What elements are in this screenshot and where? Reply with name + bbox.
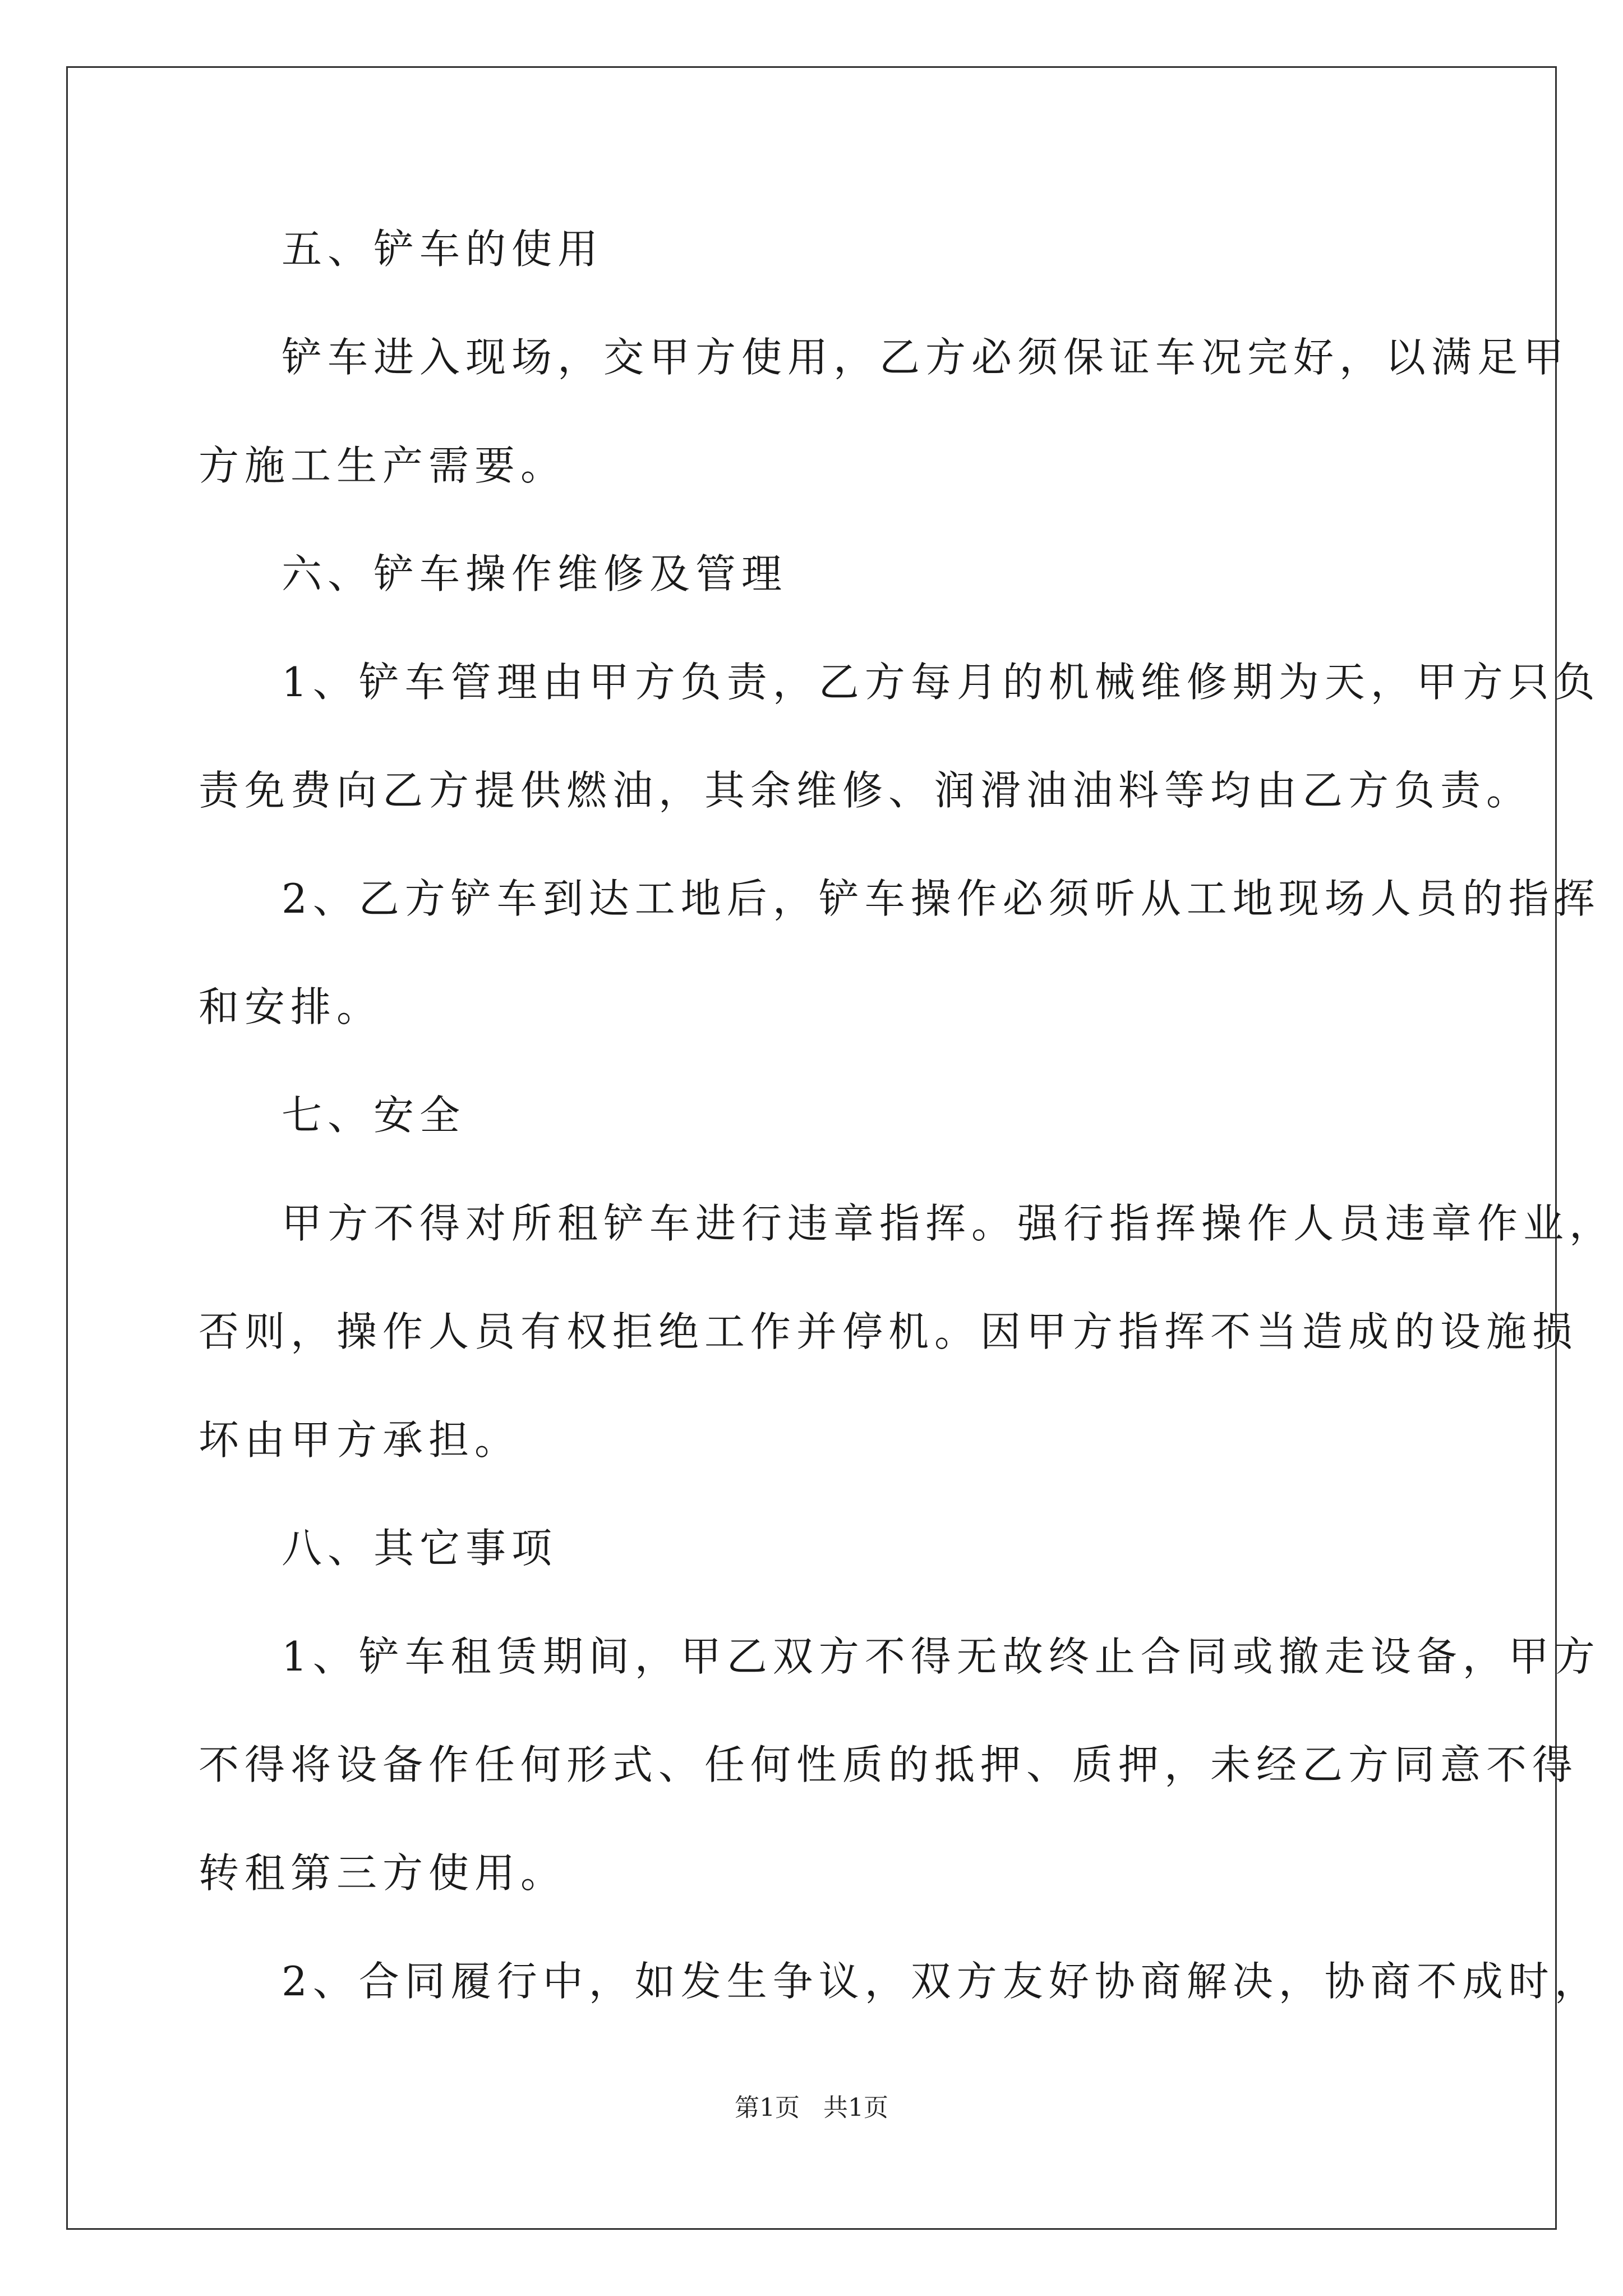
paragraph-line: 1、铲车租赁期间，甲乙双方不得无故终止合同或撤走设备，甲方 <box>282 1633 1601 1680</box>
section-heading-8: 八、其它事项 <box>282 1525 558 1572</box>
section-heading-6: 六、铲车操作维修及管理 <box>282 550 788 597</box>
section-heading-5: 五、铲车的使用 <box>282 226 604 273</box>
page-footer: 第1页 共1页 <box>735 2093 888 2122</box>
paragraph-line: 铲车进入现场，交甲方使用，乙方必须保证车况完好，以满足甲 <box>282 334 1570 381</box>
paragraph-line: 转租第三方使用。 <box>199 1849 567 1897</box>
paragraph-line: 甲方不得对所租铲车进行违章指挥。强行指挥操作人员违章作业， <box>282 1200 1616 1247</box>
paragraph-line: 2、乙方铲车到达工地后，铲车操作必须听从工地现场人员的指挥 <box>282 875 1601 922</box>
section-heading-7: 七、安全 <box>282 1092 466 1139</box>
paragraph-line: 1、铲车管理由甲方负责，乙方每月的机械维修期为天，甲方只负 <box>282 659 1601 706</box>
paragraph-line: 坏由甲方承担。 <box>199 1416 521 1464</box>
paragraph-line: 责免费向乙方提供燃油，其余维修、润滑油油料等均由乙方负责。 <box>199 767 1533 814</box>
paragraph-line: 和安排。 <box>199 983 383 1030</box>
paragraph-line: 否则，操作人员有权拒绝工作并停机。因甲方指挥不当造成的设施损 <box>199 1308 1579 1355</box>
paragraph-line: 2、合同履行中，如发生争议，双方友好协商解决，协商不成时， <box>282 1958 1601 2005</box>
paragraph-line: 方施工生产需要。 <box>199 442 567 489</box>
paragraph-line: 不得将设备作任何形式、任何性质的抵押、质押，未经乙方同意不得 <box>199 1741 1579 1788</box>
page-border <box>66 66 1616 2230</box>
